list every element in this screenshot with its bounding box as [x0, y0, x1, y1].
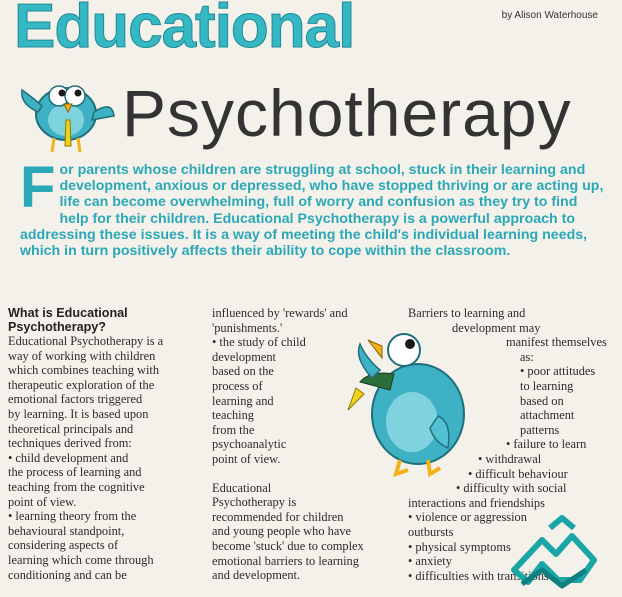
body-line: • difficulty with social — [456, 481, 567, 496]
body-line: manifest themselves — [506, 335, 607, 350]
body-line: • violence or aggression — [408, 510, 527, 525]
body-line: learning and — [212, 393, 274, 408]
body-line: techniques derived from: — [8, 436, 132, 451]
drop-cap: F — [20, 155, 56, 220]
body-line: interactions and friendships — [408, 495, 545, 510]
body-line: Educational Psychotherapy is a — [8, 334, 164, 348]
body-line: therapeutic exploration of the — [8, 377, 155, 392]
body-line: to learning — [520, 378, 574, 393]
body-line: Educational — [212, 480, 272, 495]
body-line: 'punishments.' — [212, 320, 283, 335]
body-line: • difficult behaviour — [468, 466, 568, 481]
body-line: point of view. — [8, 494, 77, 509]
body-line: behavioural standpoint, — [8, 523, 125, 538]
body-line: development may — [452, 320, 541, 335]
body-line: • physical symptoms — [408, 539, 511, 554]
body-line: • anxiety — [408, 554, 452, 569]
body-line: Barriers to learning and — [408, 306, 526, 320]
title-psychotherapy: Psychotherapy — [122, 76, 572, 150]
body-line: point of view. — [212, 451, 281, 466]
body-line: • withdrawal — [478, 451, 542, 466]
body-line: emotional factors triggered — [8, 392, 143, 407]
body-line: process of — [212, 378, 263, 393]
body-line: based on — [520, 393, 564, 408]
body-line: outbursts — [408, 524, 454, 539]
body-line: teaching from the cognitive — [8, 479, 145, 494]
body-line: • the study of child — [212, 335, 306, 350]
body-line: • failure to learn — [506, 437, 587, 452]
body-line: attachment — [520, 408, 575, 423]
body-line: and young people who have — [212, 524, 352, 539]
title-educational: Educational — [14, 0, 355, 61]
intro-paragraph — [20, 155, 610, 260]
body-line: patterns — [520, 422, 560, 437]
body-line: • learning theory from the — [8, 509, 137, 524]
body-line: by learning. It is based upon — [8, 406, 149, 421]
body-line: become 'stuck' due to complex — [212, 538, 364, 553]
body-line: considering aspects of — [8, 538, 119, 553]
body-line: • poor attitudes — [520, 364, 596, 379]
body-line: • difficulties with transitions — [408, 568, 549, 583]
body-line: development — [212, 349, 276, 364]
intro-text: or parents whose children are struggling at school, stuck in their learning and development, anxious or depressed, who have stopped thriving or are acting up, life can become overwhelming, full of worry and confusion as they try to find help for their children. Educational Psychotherapy is a powerful approach to addressing these issues. It is a way of meeting the child's individual learning needs, which in turn positively affects their ability to cope within the classroom. — [20, 162, 604, 260]
body-line: emotional barriers to learning — [212, 553, 359, 568]
body-line: teaching — [212, 408, 254, 423]
column-1 — [8, 306, 198, 582]
thinking-bird-large-icon — [330, 318, 490, 478]
body-line: recommended for children — [212, 509, 344, 524]
body-line: based on the — [212, 364, 274, 379]
body-line: conditioning and can be — [8, 567, 127, 582]
body-line: which combines teaching with — [8, 363, 160, 378]
byline: by Alison Waterhouse — [501, 10, 598, 21]
body-line: influenced by 'rewards' and — [212, 306, 348, 320]
body-line: psychoanalytic — [212, 437, 287, 452]
body-line: way of working with children — [8, 348, 156, 363]
section-heading-line-2: Psychotherapy? — [8, 320, 106, 334]
section-heading-line-1: What is Educational — [8, 306, 128, 320]
body-line: Psychotherapy is — [212, 495, 297, 510]
thinking-bird-small-icon — [14, 60, 124, 156]
body-line: from the — [212, 422, 255, 437]
watermark-logo-icon — [502, 510, 606, 592]
body-line: as: — [520, 349, 534, 364]
body-line: learning which come through — [8, 552, 154, 567]
body-line: the process of learning and — [8, 465, 142, 480]
body-line: and development. — [212, 568, 301, 583]
body-line: theoretical principals and — [8, 421, 134, 436]
body-line: • child development and — [8, 450, 129, 465]
